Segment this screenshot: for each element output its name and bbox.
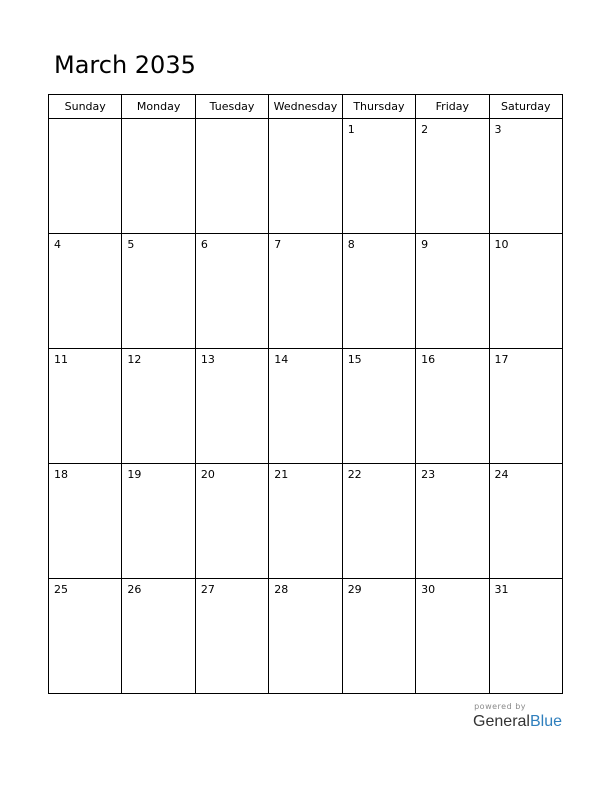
day-cell [416,464,489,579]
day-number: 30 [421,583,436,596]
day-number: 28 [274,583,289,596]
weekday-header: Wednesday [269,95,342,119]
day-number: 26 [127,583,142,596]
day-number: 9 [421,238,429,251]
powered-by-text: powered by [474,702,526,711]
day-number: 5 [127,238,135,251]
day-cell [269,234,342,349]
day-number: 13 [200,353,215,366]
day-cell [489,349,562,464]
day-cell [49,234,122,349]
day-cell [342,579,415,694]
weekday-header: Sunday [49,95,122,119]
day-number: 11 [54,353,68,366]
day-cell [122,119,195,234]
day-number: 7 [274,238,282,251]
day-cell [269,579,342,694]
day-cell [195,234,268,349]
day-cell [269,349,342,464]
day-number [122,119,194,123]
day-number: 2 [421,123,429,136]
day-number: 19 [127,468,142,481]
day-number: 29 [347,583,362,596]
day-cell [416,234,489,349]
day-number: 21 [274,468,289,481]
day-cell [489,464,562,579]
day-number: 16 [421,353,436,366]
brand-footer [473,702,562,732]
day-number: 15 [347,353,362,366]
week-row [49,234,563,349]
day-cell [122,234,195,349]
calendar-title: March 2035 [54,51,196,79]
day-number: 31 [494,583,509,596]
day-number: 27 [200,583,215,596]
weekday-header: Tuesday [195,95,268,119]
weekday-header: Thursday [342,95,415,119]
day-cell [49,119,122,234]
day-cell [49,464,122,579]
day-number [269,119,341,123]
day-cell [269,119,342,234]
week-row [49,464,563,579]
day-number: 22 [347,468,362,481]
logo-blue-text: Blue [529,713,562,730]
day-number: 1 [347,123,355,136]
day-cell [416,579,489,694]
day-number: 6 [200,238,208,251]
generalblue-logo[interactable] [473,712,562,732]
day-cell [122,349,195,464]
weekday-header: Saturday [489,95,562,119]
day-cell [342,349,415,464]
week-row [49,579,563,694]
day-cell [122,464,195,579]
day-cell [416,119,489,234]
day-cell [195,464,268,579]
weekday-header: Friday [416,95,489,119]
day-number: 23 [421,468,436,481]
day-number: 24 [494,468,509,481]
day-cell [489,234,562,349]
day-cell [342,234,415,349]
day-number: 8 [347,238,355,251]
calendar-grid [48,94,563,694]
day-cell [416,349,489,464]
day-cell [195,349,268,464]
day-number [196,119,268,123]
week-row [49,119,563,234]
logo-general-text: General [473,713,530,730]
day-number: 14 [274,353,289,366]
day-cell [342,464,415,579]
day-cell [195,119,268,234]
day-number: 12 [127,353,142,366]
day-number: 3 [494,123,502,136]
day-number: 25 [54,583,68,596]
weekday-header-row [49,95,563,119]
day-cell [49,349,122,464]
day-number: 10 [494,238,509,251]
day-number: 18 [54,468,68,481]
day-cell [269,464,342,579]
day-cell [122,579,195,694]
weekday-header: Monday [122,95,195,119]
day-number [49,119,121,123]
day-cell [489,119,562,234]
day-number: 20 [200,468,215,481]
day-cell [489,579,562,694]
day-number: 17 [494,353,509,366]
day-cell [195,579,268,694]
day-cell [342,119,415,234]
day-number: 4 [54,238,61,251]
week-row [49,349,563,464]
day-cell [49,579,122,694]
